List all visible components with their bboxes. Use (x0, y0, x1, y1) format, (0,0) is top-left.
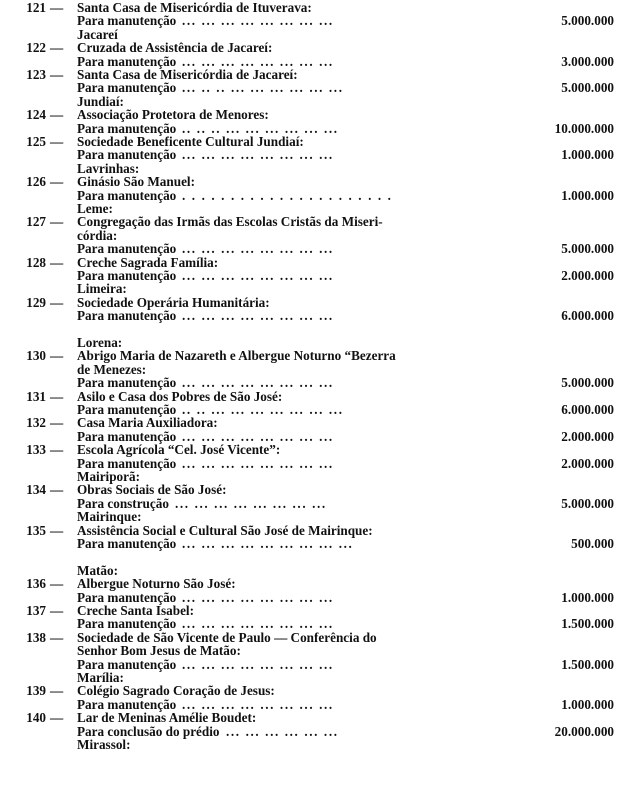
allocation-amount: 2.000.000 (561, 268, 614, 283)
dot-leader: ... ... ... ... ... ... ... ... (182, 242, 334, 257)
allocation-purpose: Para manutenção (77, 187, 177, 203)
entry-dash: — (50, 348, 64, 364)
allocation-purpose: Para manutenção (77, 147, 177, 163)
allocation-amount: 1.500.000 (561, 616, 614, 632)
allocation-purpose: Para manutenção (77, 80, 177, 96)
allocation-amount: 5.000.000 (561, 495, 614, 511)
allocation-purpose: Para manutenção (77, 241, 177, 257)
allocation-purpose: Para manutenção (77, 120, 177, 136)
dot-leader: ... ... ... ... ... ... ... ... (182, 54, 334, 69)
entry-number: 127 (26, 214, 46, 230)
institution-name: Colégio Sagrado Coração de Jesus: (77, 683, 275, 699)
city-name: Matão: (77, 562, 119, 578)
entry-dash: — (50, 134, 64, 149)
entry-dash: — (50, 576, 64, 592)
allocation-purpose: Para manutenção (77, 375, 177, 391)
dot-leader: ... ... ... ... ... ... ... ... (182, 14, 334, 29)
dot-leader: ... ... ... ... ... ... ... ... ... (182, 537, 354, 551)
institution-name-continued: Senhor Bom Jesus de Matão: (77, 643, 241, 659)
dot-leader: ... .. .. ... ... ... ... ... ... (182, 81, 344, 96)
dot-leader: ... ... ... ... ... ... ... ... (182, 148, 334, 163)
entry-dash: — (50, 603, 64, 618)
institution-name: Asilo e Casa dos Pobres de São José: (77, 388, 283, 404)
allocation-purpose: Para manutenção (77, 536, 177, 551)
institution-name: Sociedade Beneficente Cultural Jundiaí: (77, 134, 304, 149)
allocation-amount: 1.000.000 (561, 187, 614, 203)
allocation-amount: 5.000.000 (561, 375, 614, 391)
entry-dash: — (50, 710, 64, 726)
institution-name: Ginásio São Manuel: (77, 174, 195, 190)
entry-number: 126 (26, 174, 46, 190)
dot-leader: ... ... ... ... ... ... ... ... (182, 429, 334, 444)
allocation-purpose: Para conclusão do prédio (77, 723, 220, 739)
dot-leader: .. .. ... ... ... ... ... ... ... (182, 403, 344, 417)
allocation-purpose: Para construção (77, 495, 169, 511)
entry-number: 138 (26, 629, 46, 645)
entry-dash: — (50, 522, 64, 538)
institution-name: Escola Agrícola “Cel. José Vicente”: (77, 442, 281, 458)
dot-leader: ... ... ... ... ... ... ... ... (182, 309, 334, 324)
entry-number: 137 (26, 603, 46, 618)
allocation-amount: 1.000.000 (561, 147, 614, 163)
allocation-amount: 5.000.000 (561, 241, 614, 257)
allocation-purpose: Para manutenção (77, 268, 177, 283)
dot-leader: . . . . . . . . . . . . . . . . . . . . . . (182, 188, 393, 203)
institution-name: Santa Casa de Misericórdia de Ituverava: (77, 0, 312, 15)
entry-number: 123 (26, 67, 46, 82)
institution-name: Albergue Noturno São José: (77, 576, 236, 592)
dot-leader: ... ... ... ... ... ... ... ... (175, 496, 327, 511)
institution-name: Lar de Meninas Amélie Boudet: (77, 710, 257, 726)
entry-number: 121 (26, 0, 46, 15)
city-name: Jundiaí: (77, 93, 124, 109)
entry-number: 124 (26, 107, 46, 123)
city-name: Lavrinhas: (77, 160, 140, 176)
city-name: Limeira: (77, 281, 127, 297)
institution-name-continued: córdia: (77, 227, 118, 243)
city-name: Marília: (77, 670, 124, 685)
institution-name: Abrigo Maria de Nazareth e Albergue Noturno “Bezerra (77, 348, 396, 364)
city-name: Mairinque: (77, 509, 142, 525)
institution-name: Creche Sagrada Família: (77, 254, 219, 270)
entry-number: 125 (26, 134, 46, 149)
entry-dash: — (50, 683, 64, 699)
entry-dash: — (50, 40, 64, 56)
allocation-amount: 20.000.000 (554, 723, 614, 739)
allocation-purpose: Para manutenção (77, 308, 177, 324)
entry-dash: — (50, 174, 64, 190)
institution-name-continued: de Menezes: (77, 361, 147, 377)
entry-number: 132 (26, 415, 46, 431)
allocation-amount: 10.000.000 (554, 120, 614, 136)
allocation-purpose: Para manutenção (77, 53, 177, 69)
allocation-purpose: Para manutenção (77, 13, 177, 29)
dot-leader: ... ... ... ... ... ... (226, 724, 339, 739)
entry-number: 128 (26, 254, 46, 270)
entry-dash: — (50, 629, 64, 645)
institution-name: Casa Maria Auxiliadora: (77, 415, 218, 431)
entry-number: 129 (26, 294, 46, 310)
institution-name: Associação Protetora de Menores: (77, 107, 269, 123)
entry-number: 133 (26, 442, 46, 458)
allocation-amount: 2.000.000 (561, 455, 614, 471)
allocation-purpose: Para manutenção (77, 696, 177, 712)
dot-leader: ... ... ... ... ... ... ... ... (182, 657, 334, 672)
entry-dash: — (50, 67, 64, 82)
entry-dash: — (50, 254, 64, 270)
entry-dash: — (50, 107, 64, 123)
allocation-amount: 1.000.000 (561, 696, 614, 712)
entry-dash: — (50, 442, 64, 458)
allocation-amount: 6.000.000 (561, 308, 614, 324)
allocation-amount: 5.000.000 (561, 80, 614, 96)
dot-leader: ... ... ... ... ... ... ... ... (182, 590, 334, 605)
city-name: Mairiporã: (77, 469, 140, 484)
allocation-purpose: Para manutenção (77, 402, 177, 417)
institution-name: Cruzada de Assistência de Jacareí: (77, 40, 273, 56)
city-name: Mirassol: (77, 737, 131, 752)
institution-name: Obras Sociais de São José: (77, 482, 227, 498)
entry-number: 140 (26, 710, 46, 726)
dot-leader: ... ... ... ... ... ... ... ... (182, 456, 334, 471)
allocation-amount: 1.000.000 (561, 589, 614, 605)
allocation-purpose: Para manutenção (77, 428, 177, 444)
entry-number: 136 (26, 576, 46, 592)
allocation-amount: 500.000 (571, 536, 614, 551)
allocation-amount: 6.000.000 (561, 402, 614, 417)
allocation-amount: 3.000.000 (561, 53, 614, 69)
entry-number: 122 (26, 40, 46, 56)
institution-name: Sociedade de São Vicente de Paulo — Conferência do (77, 629, 377, 645)
allocation-purpose: Para manutenção (77, 616, 177, 632)
dot-leader: ... ... ... ... ... ... ... ... (182, 697, 334, 712)
dot-leader: ... ... ... ... ... ... ... ... (182, 269, 334, 283)
entry-dash: — (50, 294, 64, 310)
institution-name: Assistência Social e Cultural São José de Mairinque: (77, 522, 373, 538)
allocation-purpose: Para manutenção (77, 589, 177, 605)
allocation-line (0, 537, 629, 551)
entry-dash: — (50, 388, 64, 404)
entry-dash: — (50, 415, 64, 431)
dot-leader: ... ... ... ... ... ... ... ... (182, 376, 334, 391)
institution-name: Sociedade Operária Humanitária: (77, 294, 270, 310)
entry-number: 135 (26, 522, 46, 538)
institution-name: Creche Santa Isabel: (77, 603, 194, 618)
entry-number: 134 (26, 482, 46, 498)
entry-number: 130 (26, 348, 46, 364)
entry-number: 131 (26, 388, 46, 404)
city-name: Lorena: (77, 335, 123, 350)
institution-name: Santa Casa de Misericórdia de Jacareí: (77, 67, 298, 82)
entry-number: 139 (26, 683, 46, 699)
allocation-purpose: Para manutenção (77, 455, 177, 471)
institution-name: Congregação das Irmãs das Escolas Cristãs da Miseri- (77, 214, 383, 230)
allocation-amount: 5.000.000 (561, 13, 614, 29)
entry-dash: — (50, 214, 64, 230)
dot-leader: .. .. .. ... ... ... ... ... ... (182, 121, 339, 136)
dot-leader: ... ... ... ... ... ... ... ... (182, 617, 334, 632)
city-heading (0, 738, 629, 752)
entry-dash: — (50, 0, 64, 15)
entry-dash: — (50, 482, 64, 498)
allocation-purpose: Para manutenção (77, 656, 177, 672)
allocation-amount: 2.000.000 (561, 428, 614, 444)
allocation-amount: 1.500.000 (561, 656, 614, 672)
city-name: Leme: (77, 201, 113, 216)
city-name: Jacareí (77, 26, 118, 42)
allocation-line (0, 309, 629, 323)
